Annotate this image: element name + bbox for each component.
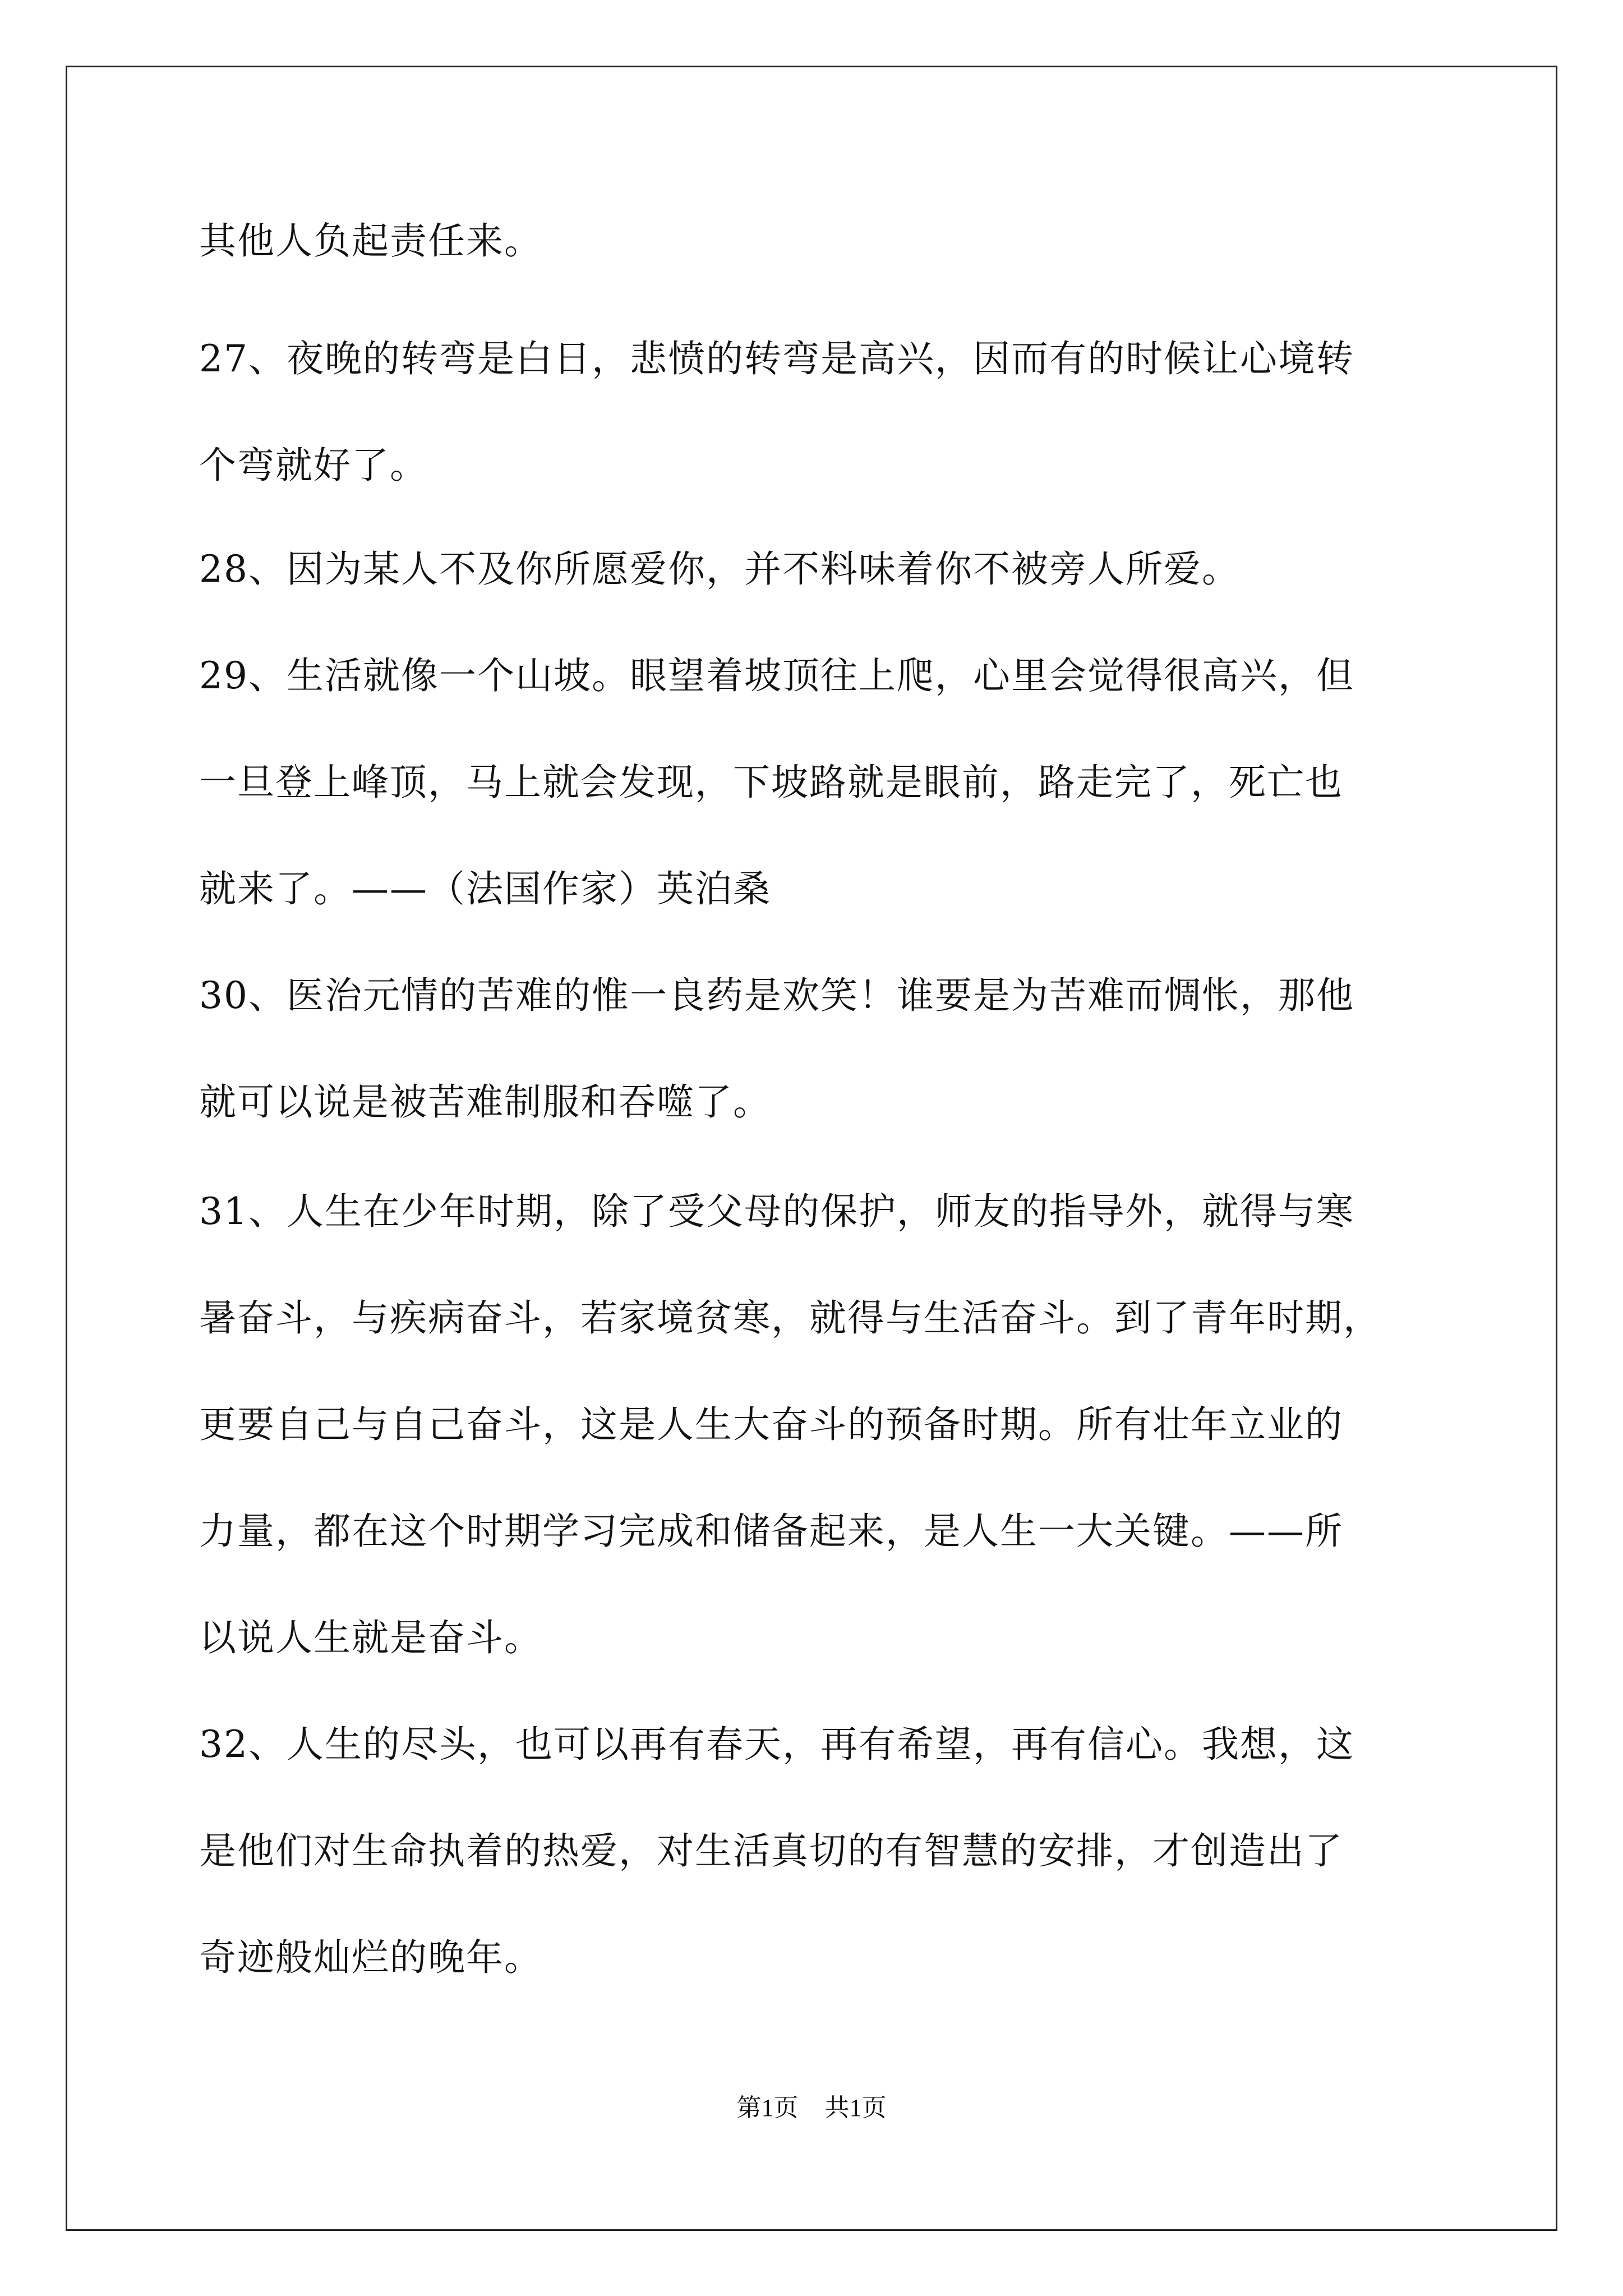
text-line: 个弯就好了。 (199, 444, 428, 487)
text-line: 31、人生在少年时期，除了受父母的保护，师友的指导外，就得与寒 (199, 1190, 1354, 1233)
text-line: 就可以说是被苦难制服和吞噬了。 (199, 1080, 771, 1124)
text-line: 27、夜晚的转弯是白日，悲愤的转弯是高兴，因而有的时候让心境转 (199, 337, 1354, 380)
page-number: 第1页 (736, 2094, 799, 2122)
text-line: 其他人负起责任来。 (199, 219, 542, 263)
text-line: 29、生活就像一个山坡。眼望着坡顶往上爬，心里会觉得很高兴，但 (199, 654, 1354, 697)
text-line: 更要自己与自己奋斗，这是人生大奋斗的预备时期。所有壮年立业的 (199, 1403, 1343, 1446)
text-line: 是他们对生命执着的热爱，对生活真切的有智慧的安排，才创造出了 (199, 1829, 1343, 1872)
text-line: 28、因为某人不及你所愿爱你，并不料味着你不被旁人所爱。 (199, 547, 1240, 591)
text-line: 奇迹般灿烂的晚年。 (199, 1936, 542, 1979)
text-line: 力量，都在这个时期学习完成和储备起来，是人生一大关键。——所 (199, 1510, 1343, 1553)
page-total: 共1页 (824, 2094, 887, 2122)
text-line: 就来了。——（法国作家）英泊桑 (199, 867, 771, 910)
text-line: 暑奋斗，与疾病奋斗，若家境贫寒，就得与生活奋斗。到了青年时期， (199, 1296, 1381, 1340)
page-border (66, 66, 1557, 2231)
text-line: 一旦登上峰顶，马上就会发现，下坡路就是眼前，路走完了，死亡也 (199, 761, 1343, 804)
text-line: 以说人生就是奋斗。 (199, 1616, 542, 1659)
text-line: 30、医治元情的苦难的惟一良药是欢笑！谁要是为苦难而惆怅，那他 (199, 974, 1354, 1017)
text-line: 32、人生的尽头，也可以再有春天，再有希望，再有信心。我想，这 (199, 1723, 1354, 1766)
page-footer (0, 2091, 1623, 2125)
